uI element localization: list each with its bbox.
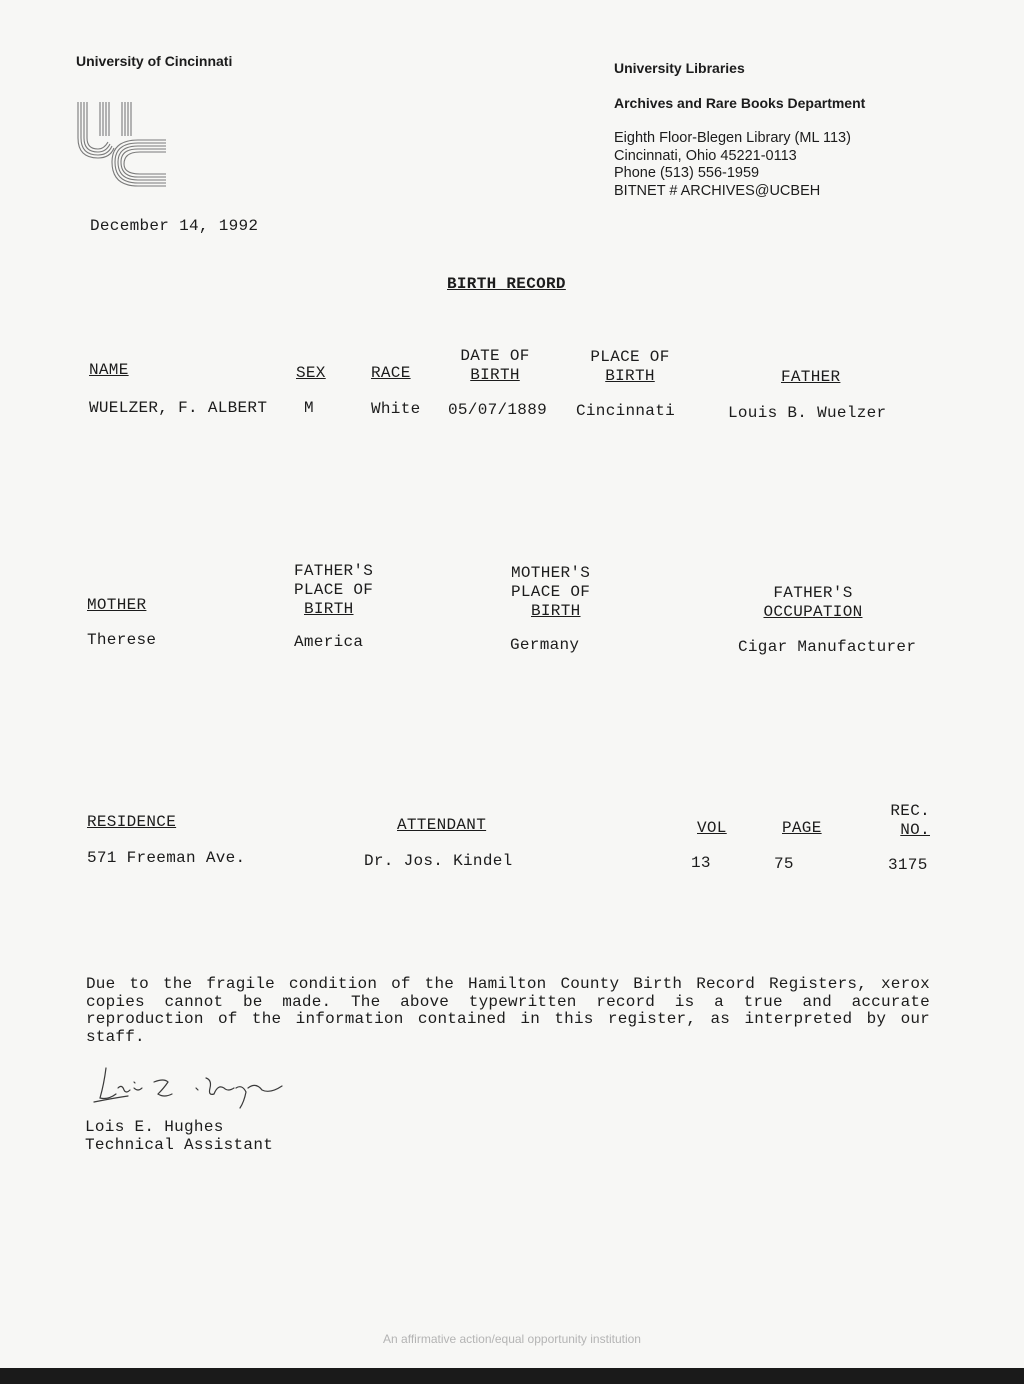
- value-vol: 13: [691, 854, 711, 872]
- header-sex: SEX: [296, 364, 326, 382]
- address-line: Phone (513) 556-1959: [614, 165, 760, 181]
- address-line: Eighth Floor-Blegen Library (ML 113): [614, 130, 851, 146]
- header-line: OCCUPATION: [763, 603, 863, 621]
- header-line: PLACE OF: [590, 348, 670, 366]
- header-line: MOTHER'S: [511, 564, 591, 582]
- header-line: DATE OF: [460, 347, 530, 365]
- libraries-name: University Libraries: [614, 60, 745, 76]
- value-father: Louis B. Wuelzer: [728, 404, 887, 422]
- header-mothers-place-of-birth: [511, 564, 590, 621]
- address-line: BITNET # ARCHIVES@UCBEH: [614, 182, 821, 199]
- signatory: [85, 1118, 273, 1154]
- value-place-of-birth: Cincinnati: [576, 402, 676, 420]
- header-attendant: ATTENDANT: [397, 816, 487, 834]
- letter-date: December 14, 1992: [90, 217, 259, 235]
- header-race: RACE: [371, 364, 411, 382]
- header-residence: RESIDENCE: [87, 813, 177, 831]
- value-attendant: Dr. Jos. Kindel: [364, 852, 513, 870]
- header-fathers-occupation: [755, 584, 871, 622]
- value-fathers-occupation: Cigar Manufacturer: [738, 638, 917, 656]
- header-line: BIRTH: [470, 366, 520, 384]
- header-mother: MOTHER: [87, 596, 147, 614]
- value-mother: Therese: [87, 631, 157, 649]
- scan-edge-bar: [0, 1368, 1024, 1384]
- header-fathers-place-of-birth: [294, 562, 373, 619]
- document-title: BIRTH RECORD: [447, 275, 566, 293]
- value-record-number: 3175: [888, 856, 928, 874]
- value-race: White: [371, 400, 421, 418]
- header-line: FATHER'S: [294, 562, 374, 580]
- header-line: BIRTH: [531, 602, 581, 620]
- header-page: PAGE: [782, 819, 822, 837]
- statement-paragraph: Due to the fragile condition of the Hamilton County Birth Record Registers, xerox copies cannot be made. The above typewritten record is a true and accurate reproduction of the information contained in this register, as interpreted by our staff.: [86, 975, 930, 1046]
- header-line: PLACE OF: [294, 581, 374, 599]
- address-block: [614, 130, 851, 200]
- address-line: Cincinnati, Ohio 45221-0113: [614, 147, 797, 164]
- value-residence: 571 Freeman Ave.: [87, 849, 246, 867]
- header-line: BIRTH: [304, 600, 354, 618]
- header-line: FATHER'S: [773, 584, 853, 602]
- value-date-of-birth: 05/07/1889: [448, 401, 548, 419]
- signatory-role: Technical Assistant: [85, 1136, 274, 1154]
- header-date-of-birth: [445, 347, 545, 385]
- handwritten-signature-icon: [84, 1058, 304, 1114]
- university-name: University of Cincinnati: [76, 53, 233, 69]
- value-page: 75: [774, 855, 794, 873]
- header-line: BIRTH: [605, 367, 655, 385]
- header-vol: VOL: [697, 819, 727, 837]
- header-line: PLACE OF: [511, 583, 591, 601]
- header-place-of-birth: [575, 348, 685, 386]
- footer-text: An affirmative action/equal opportunity institution: [383, 1332, 641, 1346]
- value-sex: M: [304, 399, 314, 417]
- value-mothers-place-of-birth: Germany: [510, 636, 580, 654]
- header-record-number: [868, 802, 930, 840]
- header-name: NAME: [89, 361, 129, 379]
- value-name: WUELZER, F. ALBERT: [89, 399, 268, 417]
- signatory-name: Lois E. Hughes: [85, 1118, 224, 1136]
- uc-logo-icon: [72, 100, 172, 196]
- header-line: NO.: [900, 821, 930, 839]
- department-name: Archives and Rare Books Department: [614, 95, 866, 111]
- header-line: REC.: [890, 802, 930, 820]
- header-father: FATHER: [781, 368, 841, 386]
- value-fathers-place-of-birth: America: [294, 633, 364, 651]
